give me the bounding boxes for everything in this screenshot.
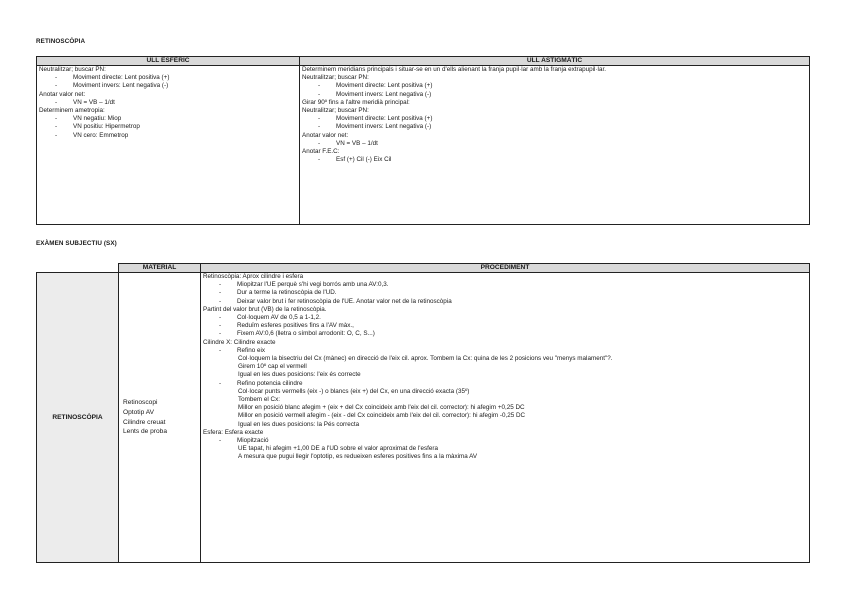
material-item: Cilindre creuat bbox=[123, 418, 166, 426]
dash-bullet-icon: - bbox=[318, 90, 321, 98]
list-item-text: Col·loquem AV de 0,5 a 1-1,2. bbox=[237, 314, 321, 322]
material-item: Lents de proba bbox=[123, 428, 167, 436]
list-item bbox=[203, 306, 807, 314]
retinoscopia-table bbox=[36, 56, 810, 225]
list-item-text: Fixem AV:0,6 (lletra o símbol arrodonit: O, C, S...) bbox=[237, 330, 375, 338]
header-ull-astigmatic: ULL ASTIGMÀTIC bbox=[300, 57, 810, 66]
list-item-text: Anotar valor net: bbox=[302, 131, 349, 139]
list-item-text: Dur a terme la retinoscòpia de l'UD. bbox=[237, 289, 337, 297]
dash-bullet-icon: - bbox=[219, 297, 222, 305]
material-list bbox=[123, 398, 198, 436]
list-item-text: VN negatiu: Miop bbox=[73, 115, 122, 123]
list-item-text: Millor en posició blanc afegim + (eix + del Cx coincideix amb l'eix del cil. corrector): hi afegim +0,25 DC bbox=[238, 404, 525, 412]
material-cell bbox=[119, 273, 201, 563]
list-item-text: Anotar F.E.C: bbox=[302, 148, 340, 156]
list-item-text: Moviment directe: Lent positiva (+) bbox=[336, 115, 433, 123]
dash-bullet-icon: - bbox=[318, 156, 321, 164]
section2-title: EXÀMEN SUBJECTIU (SX) bbox=[36, 240, 117, 247]
esferic-cell bbox=[37, 66, 300, 225]
dash-bullet-icon: - bbox=[219, 322, 222, 330]
list-item-text: Miopització bbox=[237, 437, 269, 445]
list-item bbox=[203, 412, 807, 420]
dash-bullet-icon: - bbox=[318, 139, 321, 147]
dash-bullet-icon: - bbox=[55, 74, 58, 82]
dash-bullet-icon: - bbox=[318, 82, 321, 90]
list-item-text: Igual en les dues posicions: l'eix és correcte bbox=[238, 371, 361, 379]
list-item bbox=[203, 388, 807, 396]
list-item bbox=[302, 82, 807, 90]
list-item-text: Girar 90º fins a l'altre meridià principal: bbox=[302, 98, 410, 106]
esferic-list bbox=[39, 66, 297, 140]
procediment-cell bbox=[201, 273, 810, 563]
list-item-text: Neutralitzar; buscar PN: bbox=[39, 66, 106, 73]
list-item bbox=[302, 115, 807, 123]
list-item bbox=[302, 148, 807, 156]
list-item bbox=[203, 363, 807, 371]
list-item bbox=[203, 371, 807, 379]
list-item-text: Deixar valor brut i fer retinoscòpia de l'UE. Anotar valor net de la retinoscòpia bbox=[237, 297, 452, 305]
list-item-text: Retinoscòpia: Aprox cilindre i esfera bbox=[203, 273, 304, 280]
list-item bbox=[302, 132, 807, 140]
list-item-text: Partint del valor brut (VB) de la retinoscòpia. bbox=[203, 305, 327, 313]
material-item: Retinoscopi bbox=[123, 399, 158, 407]
list-item bbox=[302, 156, 807, 164]
dash-bullet-icon: - bbox=[219, 289, 222, 297]
list-item-text: Millor en posició vermell afegim - (eix - del Cx coincideix amb l'eix del cil. corrector): hi afegim -0,25 DC bbox=[238, 412, 526, 420]
list-item bbox=[39, 99, 297, 107]
list-item bbox=[39, 123, 297, 131]
list-item-text: Esf (+) Cil (-) Eix Cil bbox=[336, 156, 392, 164]
list-item-text: VN = VB – 1/dt bbox=[73, 98, 115, 106]
list-item bbox=[302, 123, 807, 131]
list-item bbox=[203, 322, 807, 330]
list-item bbox=[39, 91, 297, 99]
list-item bbox=[39, 115, 297, 123]
list-item bbox=[203, 453, 807, 461]
list-item bbox=[39, 74, 297, 82]
list-item bbox=[203, 437, 807, 445]
astigmatic-cell bbox=[300, 66, 810, 225]
dash-bullet-icon: - bbox=[55, 131, 58, 139]
header-material: MATERIAL bbox=[119, 264, 201, 273]
list-item bbox=[203, 281, 807, 289]
dash-bullet-icon: - bbox=[219, 379, 222, 387]
list-item-text: Tombem el Cx: bbox=[238, 396, 280, 404]
list-item-text: Refino potencia cilindre bbox=[237, 379, 303, 387]
dash-bullet-icon: - bbox=[55, 123, 58, 131]
dash-bullet-icon: - bbox=[55, 82, 58, 90]
list-item bbox=[302, 99, 807, 107]
list-item-text: VN = VB – 1/dt bbox=[336, 139, 378, 147]
list-item-text: Neutralitzar; buscar PN: bbox=[302, 107, 369, 115]
dash-bullet-icon: - bbox=[219, 437, 222, 445]
dash-bullet-icon: - bbox=[219, 330, 222, 338]
list-item bbox=[39, 107, 297, 115]
list-item-text: Girem 10º cap el vermell bbox=[238, 363, 307, 371]
list-item-text: UE tapat, hi afegim +1,00 DE a l'UD sobre el valor aproximat de l'esfera bbox=[238, 445, 438, 453]
procediment-list bbox=[203, 273, 807, 462]
list-item-text: Moviment directe: Lent positiva (+) bbox=[336, 82, 433, 90]
material-item: Optotip AV bbox=[123, 408, 155, 416]
astigmatic-list bbox=[302, 66, 807, 164]
list-item bbox=[203, 289, 807, 297]
list-item bbox=[203, 421, 807, 429]
list-item-text: Determinem meridians principals i situar-se en un d'ells alienant la franja pupil·lar amb la franja extrapupil·lar. bbox=[302, 66, 606, 73]
list-item bbox=[302, 66, 807, 74]
list-item-text: Reduïm esferes positives fins a l'AV màx., bbox=[237, 322, 354, 330]
list-item bbox=[203, 298, 807, 306]
dash-bullet-icon: - bbox=[219, 314, 222, 322]
section1-title: RETINOSCÒPIA bbox=[36, 38, 86, 45]
list-item-text: VN positiu: Hipermetrop bbox=[73, 123, 140, 131]
list-item-text: Neutralitzar; buscar PN: bbox=[302, 74, 369, 82]
dash-bullet-icon: - bbox=[219, 346, 222, 354]
list-item-text: Determinem ametropia: bbox=[39, 107, 105, 115]
dash-bullet-icon: - bbox=[318, 115, 321, 123]
list-item-text: Miopitzar l'UE perquè s'hi vegi borrós amb una AV:0,3. bbox=[237, 281, 389, 289]
list-item bbox=[302, 91, 807, 99]
list-item-text: VN cero: Emmetrop bbox=[73, 131, 129, 139]
dash-bullet-icon: - bbox=[318, 123, 321, 131]
list-item-text: Col·loquem la bisectriu del Cx (mànec) en direcció de l'eix cil. aprox. Tombem la Cx: quina de les 2 posicions veu "menys malament"?. bbox=[238, 355, 613, 363]
list-item bbox=[203, 339, 807, 347]
list-item-text: Moviment invers: Lent negativa (-) bbox=[336, 123, 432, 131]
list-item bbox=[203, 314, 807, 322]
list-item-text: Moviment directe: Lent positiva (+) bbox=[73, 74, 170, 82]
list-item-text: Moviment invers: Lent negativa (-) bbox=[73, 82, 169, 90]
list-item bbox=[203, 429, 807, 437]
header-ull-esferic: ULL ESFÈRIC bbox=[37, 57, 300, 66]
list-item bbox=[203, 396, 807, 404]
list-item bbox=[203, 355, 807, 363]
list-item-text: Refino eix bbox=[237, 346, 266, 354]
list-item bbox=[302, 140, 807, 148]
row-label-retinoscopia: RETINOSCÒPIA bbox=[37, 273, 119, 563]
dash-bullet-icon: - bbox=[55, 98, 58, 106]
list-item bbox=[203, 380, 807, 388]
list-item bbox=[39, 82, 297, 90]
header-procediment: PROCEDIMENT bbox=[201, 264, 810, 273]
examen-subjectiu-table bbox=[36, 263, 810, 563]
list-item bbox=[203, 404, 807, 412]
list-item-text: Igual en les dues posicions: la Pés correcta bbox=[238, 420, 360, 428]
empty-corner bbox=[37, 264, 119, 273]
list-item-text: Anotar valor net: bbox=[39, 90, 86, 98]
list-item bbox=[203, 445, 807, 453]
dash-bullet-icon: - bbox=[55, 115, 58, 123]
list-item-text: Cilindre X: Cilindre exacte bbox=[203, 338, 276, 346]
list-item bbox=[302, 107, 807, 115]
list-item bbox=[203, 273, 807, 281]
list-item bbox=[203, 330, 807, 338]
list-item bbox=[39, 132, 297, 140]
list-item bbox=[302, 74, 807, 82]
list-item-text: Col·locar punts vermells (eix -) o blancs (eix +) del Cx, en una direcció exacta (35º) bbox=[238, 387, 470, 395]
list-item-text: A mesura que pugui llegir l'optotip, es redueixen esferes positives fins a la màxima AV bbox=[238, 453, 478, 461]
list-item bbox=[203, 347, 807, 355]
list-item-text: Moviment invers: Lent negativa (-) bbox=[336, 90, 432, 98]
list-item bbox=[39, 66, 297, 74]
list-item-text: Esfera: Esfera exacte bbox=[203, 428, 264, 436]
dash-bullet-icon: - bbox=[219, 281, 222, 289]
